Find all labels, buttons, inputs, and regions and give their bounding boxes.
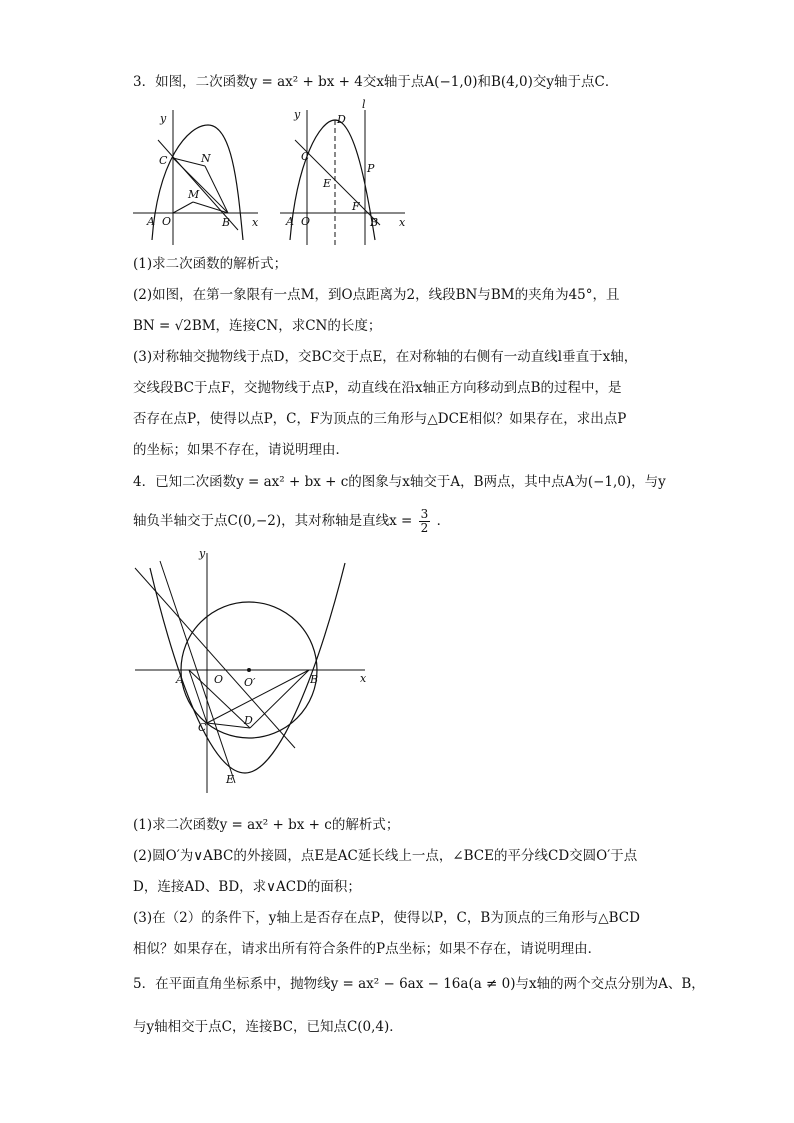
q4-fraction [419,508,431,535]
fig2-label-P: P [367,162,375,175]
fig1-label-N: N [201,152,211,165]
fig4-label-E: E [226,773,235,786]
q3-part2-line1: (2)如图，在第一象限有一点M，到O点距离为2，线段BN与BM的夹角为45°，且 [133,287,620,303]
fig1-label-A: A [147,215,155,228]
q4-part1: (1)求二次函数y = ax² + bx + c的解析式； [133,817,400,833]
fig1-label-C: C [159,154,168,167]
fig2-label-l: l [362,98,366,111]
q3-part1: (1)求二次函数的解析式； [133,256,288,272]
fig4-label-D: D [244,714,253,727]
q4-part2-line2: D，连接AD、BD，求∨ACD的面积； [133,879,361,895]
q3-part3-line1: (3)对称轴交抛物线于点D，交BC交于点E，在对称轴的右侧有一动直线l垂直于x轴， [133,349,638,365]
fig2-label-F: F [352,200,360,213]
fig2-label-C: C [301,150,310,163]
fig4-label-A: A [176,673,184,686]
fig2-label-x: x [399,216,406,229]
fig2-label-y: y [294,108,301,121]
fig4-label-Oprime: O′ [244,676,256,689]
q3-stem: 3．如图，二次函数y = ax² + bx + 4交x轴于点A(−1,0)和B(4,0)交y轴于点C． [133,74,619,90]
q4-fraction-numerator: 3 [420,507,429,521]
q3-part2-line2: BN = √2BM，连接CN，求CN的长度； [133,318,382,334]
fig4-label-y: y [199,547,206,560]
fig2-label-D: D [337,113,346,126]
fig1-label-y: y [160,112,167,125]
q4-stem-end: ． [436,513,451,529]
q4-stem-line1: 4．已知二次函数y = ax² + bx + c的图象与x轴交于A，B两点，其中点A为(−1,0)，与y [133,474,666,490]
q3-part3-line2: 交线段BC于点F，交抛物线于点P，动直线在沿x轴正方向移动到点B的过程中，是 [133,380,622,396]
q4-fraction-denominator: 2 [420,521,429,535]
fig2-label-O: O [301,215,311,228]
q5-stem-line2: 与y轴相交于点C，连接BC，已知点C(0,4)． [133,1019,403,1035]
q3-figure-1 [128,100,268,250]
q4-part3-line2: 相似？如果存在，请求出所有符合条件的P点坐标；如果不存在，请说明理由． [133,941,602,957]
q3-figure-2 [275,100,415,250]
fig1-label-x: x [252,216,259,229]
fig4-label-B: B [310,673,319,686]
fig2-label-A: A [286,215,294,228]
q4-stem-line2 [133,508,450,535]
fig1-label-O: O [162,215,172,228]
fig1-label-B: B [222,216,231,229]
q3-part3-line3: 否存在点P，使得以点P，C，F为顶点的三角形与△DCE相似？如果存在，求出点P [133,411,627,427]
q4-figure [130,543,380,803]
fig1-label-M: M [188,188,200,201]
fig2-label-B: B [370,216,379,229]
fig4-label-x: x [360,672,367,685]
q4-stem-text: 轴负半轴交于点C(0,−2)，其对称轴是直线x = [133,513,413,529]
q4-part3-line1: (3)在（2）的条件下，y轴上是否存在点P，使得以P，C，B为顶点的三角形与△BCD [133,910,640,926]
q3-part3-line4: 的坐标；如果不存在，请说明理由． [133,442,349,458]
fig4-label-O: O [214,673,224,686]
fig2-label-E: E [323,177,332,190]
q5-stem-line1: 5．在平面直角坐标系中，抛物线y = ax² − 6ax − 16a(a ≠ 0)与x轴的两个交点分别为A、B， [133,976,705,992]
fig4-label-C: C [198,721,207,734]
q4-part2-line1: (2)圆O′为∨ABC的外接圆，点E是AC延长线上一点，∠BCE的平分线CD交圆O′于点 [133,848,638,864]
